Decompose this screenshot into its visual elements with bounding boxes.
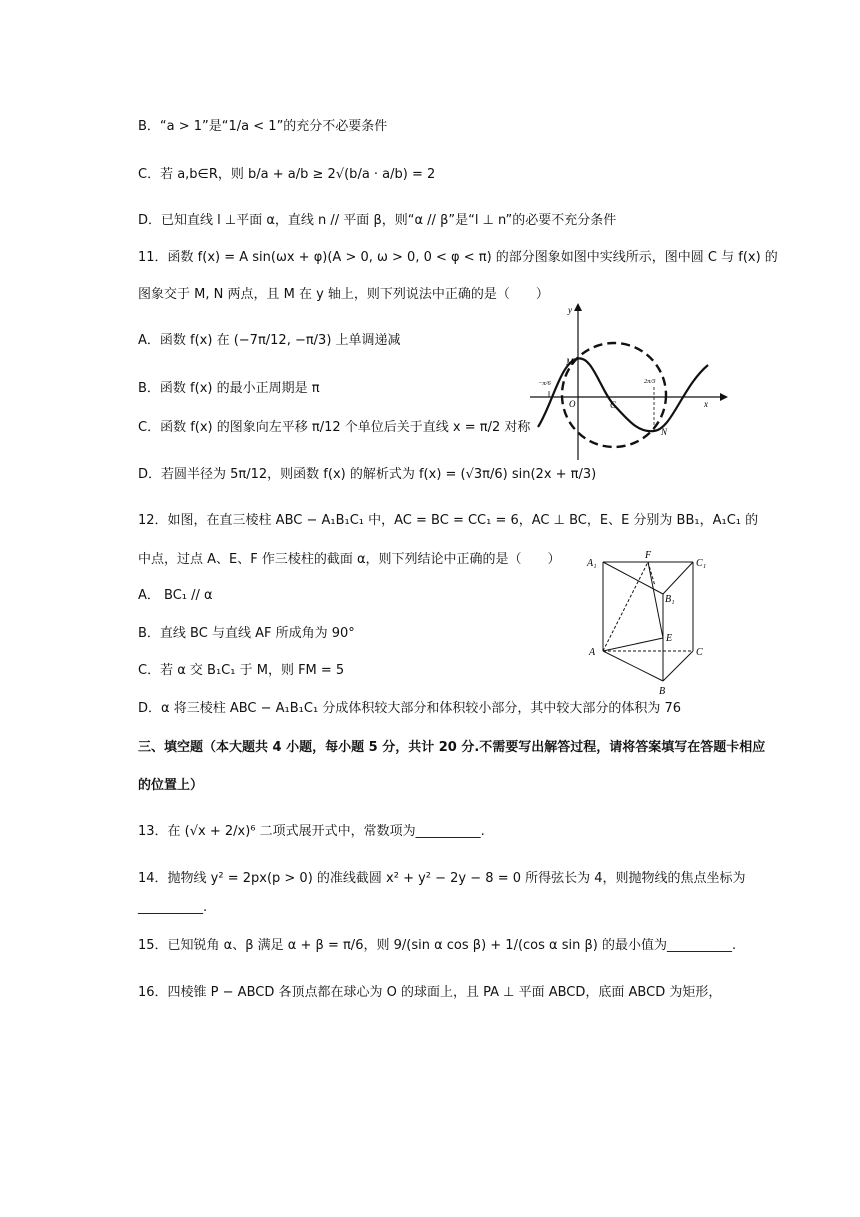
fig12-A1-label: A₁ bbox=[587, 558, 597, 569]
fig11-C-label: C bbox=[610, 400, 617, 410]
text-line-sec3a: 三、填空题（本大题共 4 小题，每小题 5 分，共计 20 分.不需要写出解答过程，请将答案填写在答题卡相应 bbox=[138, 740, 766, 755]
text-line-q12b: 中点，过点 A、E、F 作三棱柱的截面 α，则下列结论中正确的是（ ） bbox=[138, 552, 561, 567]
fig11-2pi3-label: 2π/3 bbox=[644, 378, 656, 385]
text-line-q12a: 12．如图，在直三棱柱 ABC − A₁B₁C₁ 中，AC = BC = CC₁ = 6，AC ⊥ BC，E、E 分别为 BB₁，A₁C₁ 的 bbox=[138, 513, 759, 528]
text-line-optA11: A．函数 f(x) 在 (−7π/12, −π/3) 上单调递减 bbox=[138, 333, 401, 348]
fig11-M-label: M bbox=[566, 357, 574, 367]
text-line-q14b: __________. bbox=[138, 900, 208, 915]
text-line-optA12: A． BC₁ // α bbox=[138, 588, 213, 603]
fig11-y-label: y bbox=[568, 305, 572, 315]
text-line-q16: 16．四棱锥 P − ABCD 各顶点都在球心为 O 的球面上，且 PA ⊥ 平面 ABCD，底面 ABCD 为矩形， bbox=[138, 985, 722, 1000]
text-line-optC12: C．若 α 交 B₁C₁ 于 M，则 FM = 5 bbox=[138, 663, 345, 678]
fig12-F-label: F bbox=[645, 550, 652, 561]
text-line-optB10: B．“a > 1”是“1/a < 1”的充分不必要条件 bbox=[138, 119, 388, 134]
fig12-B-label: B bbox=[659, 686, 666, 697]
text-line-optB11: B．函数 f(x) 的最小正周期是 π bbox=[138, 381, 320, 396]
prism-figure bbox=[585, 548, 725, 698]
text-line-optB12: B．直线 BC 与直线 AF 所成角为 90° bbox=[138, 626, 355, 641]
fig11-x-label: x bbox=[704, 399, 708, 409]
text-line-optD11: D．若圆半径为 5π/12，则函数 f(x) 的解析式为 f(x) = (√3π/6) sin(2x + π/3) bbox=[138, 467, 597, 482]
text-line-q13: 13．在 (√x + 2/x)⁶ 二项式展开式中，常数项为__________. bbox=[138, 824, 485, 839]
fig12-E-label: E bbox=[666, 633, 673, 644]
fig11-neg-pi6-label: −π/6 bbox=[538, 380, 551, 387]
text-line-optD12: D．α 将三棱柱 ABC − A₁B₁C₁ 分成体积较大部分和体积较小部分，其中较大部分的体积为 76 bbox=[138, 701, 681, 716]
fig11-N-label: N bbox=[661, 427, 668, 437]
fig12-A-label: A bbox=[589, 647, 596, 658]
text-line-sec3b: 的位置上） bbox=[138, 778, 204, 793]
sine-circle-figure bbox=[530, 295, 730, 465]
fig12-C1-label: C₁ bbox=[696, 558, 707, 569]
text-line-optC11: C．函数 f(x) 的图象向左平移 π/12 个单位后关于直线 x = π/2 对称 bbox=[138, 420, 531, 435]
fig12-C-label: C bbox=[696, 647, 703, 658]
text-line-q11b: 图象交于 M, N 两点，且 M 在 y 轴上，则下列说法中正确的是（ ） bbox=[138, 287, 549, 302]
fig11-O-label: O bbox=[569, 399, 576, 409]
fig12-B1-label: B₁ bbox=[665, 594, 675, 605]
text-line-optD10: D．已知直线 l ⊥平面 α，直线 n // 平面 β，则“α // β”是“l ⊥ n”的必要不充分条件 bbox=[138, 213, 617, 228]
text-line-q14a: 14．抛物线 y² = 2px(p > 0) 的准线截圆 x² + y² − 2y − 8 = 0 所得弦长为 4，则抛物线的焦点坐标为 bbox=[138, 871, 746, 886]
text-line-q11a: 11．函数 f(x) = A sin(ωx + φ)(A > 0, ω > 0, 0 < φ < π) 的部分图象如图中实线所示，图中圆 C 与 f(x) 的 bbox=[138, 250, 778, 265]
text-line-optC10: C．若 a,b∈R，则 b/a + a/b ≥ 2√(b/a · a/b) = 2 bbox=[138, 167, 436, 182]
text-line-q15: 15．已知锐角 α、β 满足 α + β = π/6，则 9/(sin α cos β) + 1/(cos α sin β) 的最小值为__________. bbox=[138, 938, 737, 953]
